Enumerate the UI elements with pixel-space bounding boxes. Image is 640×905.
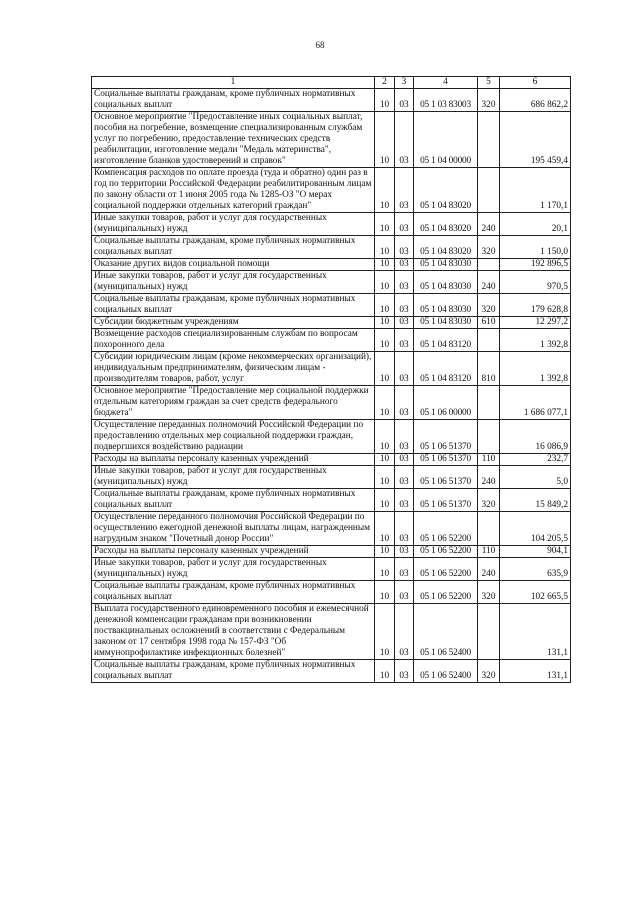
row-description: Социальные выплаты гражданам, кроме публичных нормативных социальных выплат — [92, 89, 375, 112]
row-description: Иные закупки товаров, работ и услуг для государственных (муниципальных) нужд — [92, 213, 375, 236]
table-row — [92, 386, 571, 420]
table-row — [92, 604, 571, 660]
row-section-code: 10 — [375, 236, 395, 259]
row-expense-type: 320 — [478, 660, 500, 683]
table-row — [92, 352, 571, 386]
row-description: Основное мероприятие "Предоставление мер социальной поддержки отдельным категориям граждан за счет средств федерального бюджета" — [92, 386, 375, 420]
row-description: Субсидии бюджетным учреждениям — [92, 317, 375, 329]
row-target-article: 05 1 04 83020 — [414, 168, 478, 213]
row-target-article: 05 1 04 83030 — [414, 294, 478, 317]
row-amount: 195 459,4 — [500, 112, 571, 168]
row-description: Социальные выплаты гражданам, кроме публичных нормативных социальных выплат — [92, 489, 375, 512]
row-expense-type — [478, 259, 500, 271]
row-section-code: 10 — [375, 271, 395, 294]
header-cell-section: 2 — [375, 77, 395, 89]
row-subsection-code: 03 — [395, 329, 414, 352]
row-amount: 904,1 — [500, 546, 571, 558]
row-target-article: 05 1 06 52200 — [414, 512, 478, 546]
row-description: Социальные выплаты гражданам, кроме публичных нормативных социальных выплат — [92, 581, 375, 604]
row-subsection-code: 03 — [395, 213, 414, 236]
row-subsection-code: 03 — [395, 168, 414, 213]
table-row — [92, 236, 571, 259]
budget-table — [91, 76, 571, 683]
table-row — [92, 294, 571, 317]
row-amount: 5,0 — [500, 466, 571, 489]
row-expense-type: 240 — [478, 271, 500, 294]
row-target-article: 05 1 06 51370 — [414, 420, 478, 454]
row-expense-type — [478, 604, 500, 660]
row-target-article: 05 1 04 83030 — [414, 271, 478, 294]
row-amount: 102 665,5 — [500, 581, 571, 604]
row-subsection-code: 03 — [395, 604, 414, 660]
row-description: Оказание других видов социальной помощи — [92, 259, 375, 271]
row-section-code: 10 — [375, 317, 395, 329]
row-amount: 970,5 — [500, 271, 571, 294]
row-description: Субсидии юридическим лицам (кроме некоммерческих организаций), индивидуальным предпринимателям, физическим лицам - производителям товаров, работ, услуг — [92, 352, 375, 386]
row-description: Расходы на выплаты персоналу казенных учреждений — [92, 454, 375, 466]
row-description: Выплата государственного единовременного пособия и ежемесячной денежной компенсации гражданам при возникновении поствакцинальных осложнений в соответствии с Федеральным законом от 17 сентября 1998 года № 157-ФЗ "Об иммунопрофилактике инфекционных болезней" — [92, 604, 375, 660]
row-description: Возмещение расходов специализированным службам по вопросам похоронного дела — [92, 329, 375, 352]
row-subsection-code: 03 — [395, 454, 414, 466]
row-amount: 1 392,8 — [500, 329, 571, 352]
row-section-code: 10 — [375, 294, 395, 317]
row-target-article: 05 1 04 83030 — [414, 259, 478, 271]
table-row — [92, 213, 571, 236]
table-row — [92, 317, 571, 329]
row-target-article: 05 1 06 52400 — [414, 660, 478, 683]
row-description: Осуществление переданных полномочий Российской Федерации по предоставлению отдельных мер социальной поддержки граждан, подвергшихся воздействию радиации — [92, 420, 375, 454]
row-section-code: 10 — [375, 558, 395, 581]
row-amount: 232,7 — [500, 454, 571, 466]
row-section-code: 10 — [375, 213, 395, 236]
row-target-article: 05 1 04 83120 — [414, 352, 478, 386]
row-expense-type: 110 — [478, 546, 500, 558]
row-subsection-code: 03 — [395, 386, 414, 420]
header-cell-target-article: 4 — [414, 77, 478, 89]
row-description: Основное мероприятие "Предоставление иных социальных выплат, пособия на погребение, возмещение специализированным службам услуг по погребению, предоставление технических средств реабилитации, изготовление медали "Медаль материнства", изготовление бланков удостоверений и справок" — [92, 112, 375, 168]
row-target-article: 05 1 06 52200 — [414, 581, 478, 604]
row-section-code: 10 — [375, 466, 395, 489]
table-row — [92, 660, 571, 683]
row-section-code: 10 — [375, 420, 395, 454]
row-amount: 131,1 — [500, 660, 571, 683]
row-section-code: 10 — [375, 89, 395, 112]
table-row — [92, 454, 571, 466]
row-amount: 1 150,0 — [500, 236, 571, 259]
row-description: Иные закупки товаров, работ и услуг для государственных (муниципальных) нужд — [92, 558, 375, 581]
row-target-article: 05 1 06 51370 — [414, 489, 478, 512]
row-expense-type: 320 — [478, 581, 500, 604]
row-description: Иные закупки товаров, работ и услуг для государственных (муниципальных) нужд — [92, 271, 375, 294]
row-expense-type — [478, 112, 500, 168]
row-target-article: 05 1 06 52200 — [414, 558, 478, 581]
row-expense-type: 810 — [478, 352, 500, 386]
row-section-code: 10 — [375, 352, 395, 386]
row-subsection-code: 03 — [395, 546, 414, 558]
row-section-code: 10 — [375, 604, 395, 660]
row-expense-type — [478, 420, 500, 454]
row-expense-type: 240 — [478, 558, 500, 581]
row-section-code: 10 — [375, 386, 395, 420]
row-subsection-code: 03 — [395, 512, 414, 546]
row-description: Социальные выплаты гражданам, кроме публичных нормативных социальных выплат — [92, 660, 375, 683]
row-amount: 1 392,8 — [500, 352, 571, 386]
row-target-article: 05 1 06 00000 — [414, 386, 478, 420]
row-subsection-code: 03 — [395, 489, 414, 512]
row-amount: 1 686 077,1 — [500, 386, 571, 420]
row-subsection-code: 03 — [395, 236, 414, 259]
row-subsection-code: 03 — [395, 558, 414, 581]
row-amount: 131,1 — [500, 604, 571, 660]
row-section-code: 10 — [375, 581, 395, 604]
row-target-article: 05 1 04 83120 — [414, 329, 478, 352]
row-expense-type — [478, 512, 500, 546]
row-target-article: 05 1 06 52200 — [414, 546, 478, 558]
row-description: Компенсация расходов по оплате проезда (туда и обратно) один раз в год по территории Российской Федерации реабилитированным лицам по закону области от 1 июня 2005 года № 1285-ОЗ "О мерах социальной поддержки отдельных категорий граждан" — [92, 168, 375, 213]
row-subsection-code: 03 — [395, 581, 414, 604]
row-description: Расходы на выплаты персоналу казенных учреждений — [92, 546, 375, 558]
row-target-article: 05 1 06 52400 — [414, 604, 478, 660]
table-row — [92, 271, 571, 294]
table-row — [92, 259, 571, 271]
row-section-code: 10 — [375, 112, 395, 168]
row-expense-type: 240 — [478, 213, 500, 236]
row-subsection-code: 03 — [395, 420, 414, 454]
row-amount: 16 086,9 — [500, 420, 571, 454]
row-section-code: 10 — [375, 168, 395, 213]
row-target-article: 05 1 03 83003 — [414, 89, 478, 112]
row-expense-type: 240 — [478, 466, 500, 489]
header-cell-expense-type: 5 — [478, 77, 500, 89]
header-cell-name: 1 — [92, 77, 375, 89]
row-section-code: 10 — [375, 489, 395, 512]
table-row — [92, 329, 571, 352]
table-row — [92, 420, 571, 454]
row-expense-type — [478, 329, 500, 352]
row-target-article: 05 1 04 00000 — [414, 112, 478, 168]
row-expense-type: 320 — [478, 89, 500, 112]
table-row — [92, 466, 571, 489]
row-amount: 20,1 — [500, 213, 571, 236]
row-expense-type: 320 — [478, 294, 500, 317]
row-section-code: 10 — [375, 329, 395, 352]
table-row — [92, 512, 571, 546]
row-subsection-code: 03 — [395, 112, 414, 168]
row-expense-type: 320 — [478, 489, 500, 512]
row-amount: 686 862,2 — [500, 89, 571, 112]
row-target-article: 05 1 04 83020 — [414, 213, 478, 236]
row-amount: 179 628,8 — [500, 294, 571, 317]
row-subsection-code: 03 — [395, 294, 414, 317]
row-subsection-code: 03 — [395, 317, 414, 329]
row-amount: 635,9 — [500, 558, 571, 581]
row-amount: 192 896,5 — [500, 259, 571, 271]
table-row — [92, 581, 571, 604]
row-description: Иные закупки товаров, работ и услуг для государственных (муниципальных) нужд — [92, 466, 375, 489]
row-section-code: 10 — [375, 546, 395, 558]
row-amount: 12 297,2 — [500, 317, 571, 329]
table-row — [92, 558, 571, 581]
table-row — [92, 489, 571, 512]
row-amount: 15 849,2 — [500, 489, 571, 512]
header-row — [92, 77, 571, 89]
header-cell-amount: 6 — [500, 77, 571, 89]
row-section-code: 10 — [375, 454, 395, 466]
row-section-code: 10 — [375, 660, 395, 683]
row-expense-type — [478, 386, 500, 420]
table-row — [92, 168, 571, 213]
table-row — [92, 89, 571, 112]
row-subsection-code: 03 — [395, 89, 414, 112]
row-amount: 104 205,5 — [500, 512, 571, 546]
header-cell-subsection: 3 — [395, 77, 414, 89]
row-description: Осуществление переданного полномочия Российской Федерации по осуществлению ежегодной денежной выплаты лицам, награжденным нагрудным знаком "Почетный донор России" — [92, 512, 375, 546]
row-target-article: 05 1 06 51370 — [414, 454, 478, 466]
table-row — [92, 112, 571, 168]
row-expense-type — [478, 168, 500, 213]
row-expense-type: 610 — [478, 317, 500, 329]
row-subsection-code: 03 — [395, 352, 414, 386]
row-amount: 1 170,1 — [500, 168, 571, 213]
row-subsection-code: 03 — [395, 259, 414, 271]
table-row — [92, 546, 571, 558]
row-description: Социальные выплаты гражданам, кроме публичных нормативных социальных выплат — [92, 294, 375, 317]
row-subsection-code: 03 — [395, 271, 414, 294]
page-number: 68 — [315, 40, 325, 50]
row-section-code: 10 — [375, 512, 395, 546]
row-target-article: 05 1 04 83030 — [414, 317, 478, 329]
row-section-code: 10 — [375, 259, 395, 271]
row-expense-type: 320 — [478, 236, 500, 259]
row-target-article: 05 1 06 51370 — [414, 466, 478, 489]
row-expense-type: 110 — [478, 454, 500, 466]
row-subsection-code: 03 — [395, 466, 414, 489]
table-body — [92, 77, 571, 683]
row-target-article: 05 1 04 83020 — [414, 236, 478, 259]
row-subsection-code: 03 — [395, 660, 414, 683]
row-description: Социальные выплаты гражданам, кроме публичных нормативных социальных выплат — [92, 236, 375, 259]
